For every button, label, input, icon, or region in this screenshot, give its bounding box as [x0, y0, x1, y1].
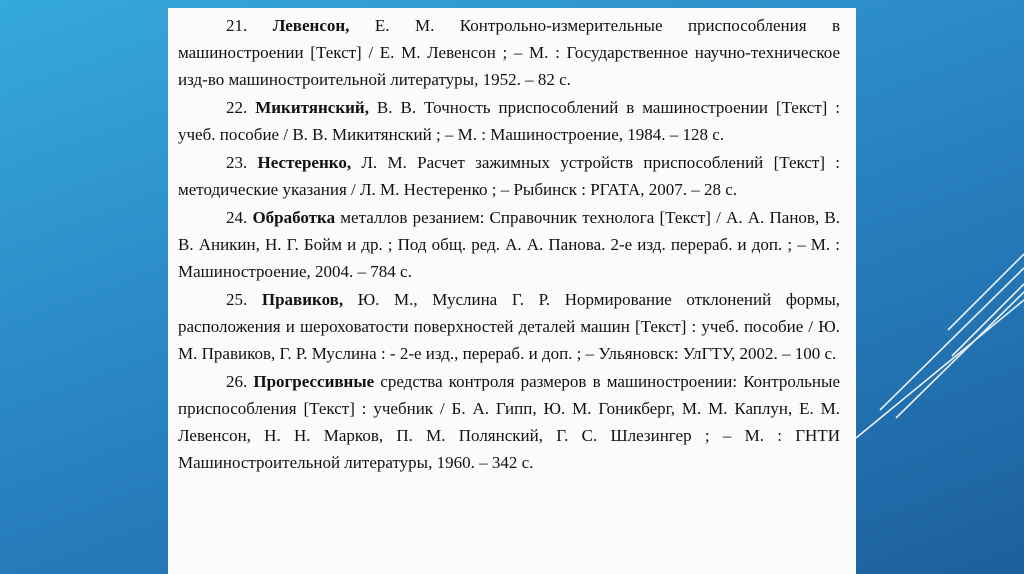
entry-author: Левенсон,	[272, 16, 350, 35]
scanned-bibliography-page	[168, 8, 856, 574]
entry-text: Ю. М., Муслина Г. Р. Нормирование отклонений формы, расположения и шероховатости поверхностей деталей машин [Текст] : учеб. пособие / Ю. М. Правиков, Г. Р. Муслина : - 2-е изд., перераб. и доп. ; – Ульяновск: УлГТУ, 2002. – 100 с.	[178, 290, 841, 363]
entry-number: 22.	[226, 98, 248, 117]
entry-author: Нестеренко,	[257, 153, 352, 172]
decorative-line	[952, 284, 1024, 356]
decorative-line	[856, 300, 1024, 438]
bibliography-entry-21	[178, 12, 840, 93]
entry-number: 21.	[226, 16, 248, 35]
decorative-line	[896, 292, 1024, 418]
decorative-line	[948, 254, 1024, 330]
entry-text: В. В. Точность приспособлений в машиностроении [Текст] : учеб. пособие / В. В. Микитянский ; – М. : Машиностроение, 1984. – 128 с.	[178, 98, 840, 144]
entry-text: Л. М. Расчет зажимных устройств приспособлений [Текст] : методические указания / Л. М. Нестеренко ; – Рыбинск : РГАТА, 2007. – 28 с.	[178, 153, 840, 199]
entry-number: 25.	[226, 290, 248, 309]
entry-author: Микитянский,	[255, 98, 369, 117]
bibliography-entry-26	[178, 368, 840, 476]
entry-text: средства контроля размеров в машиностроении: Контрольные приспособления [Текст] : учебник / Б. А. Гипп, Ю. М. Гоникберг, М. М. Каплун, Е. М. Левенсон, Н. Н. Марков, П. М. Полянский, Г. С. Шлезингер ; – М. : ГНТИ Машиностроительной литературы, 1960. – 342 с.	[178, 372, 840, 472]
entry-author: Прогрессивные	[253, 372, 375, 391]
entry-number: 24.	[226, 208, 248, 227]
bibliography-entry-23	[178, 149, 840, 203]
bibliography-entry-22	[178, 94, 840, 148]
entry-text: Е. М. Контрольно-измерительные приспособления в машиностроении [Текст] / Е. М. Левенсон ; – М. : Государственное научно-техническое изд-во машиностроительной литературы, 1952. – 82 с.	[178, 16, 841, 89]
entry-number: 23.	[226, 153, 248, 172]
bibliography-entry-25	[178, 286, 840, 367]
bibliography-entry-24	[178, 204, 840, 285]
entry-author: Обработка	[252, 208, 336, 227]
entry-number: 26.	[226, 372, 248, 391]
decorative-line	[880, 268, 1024, 410]
entry-author: Правиков,	[261, 290, 344, 309]
entry-text: металлов резанием: Справочник технолога [Текст] / А. А. Панов, В. В. Аникин, Н. Г. Бойм и др. ; Под общ. ред. А. А. Панова. 2-е изд. перераб. и доп. ; – М. : Машиностроение, 2004. – 784 с.	[178, 208, 840, 281]
